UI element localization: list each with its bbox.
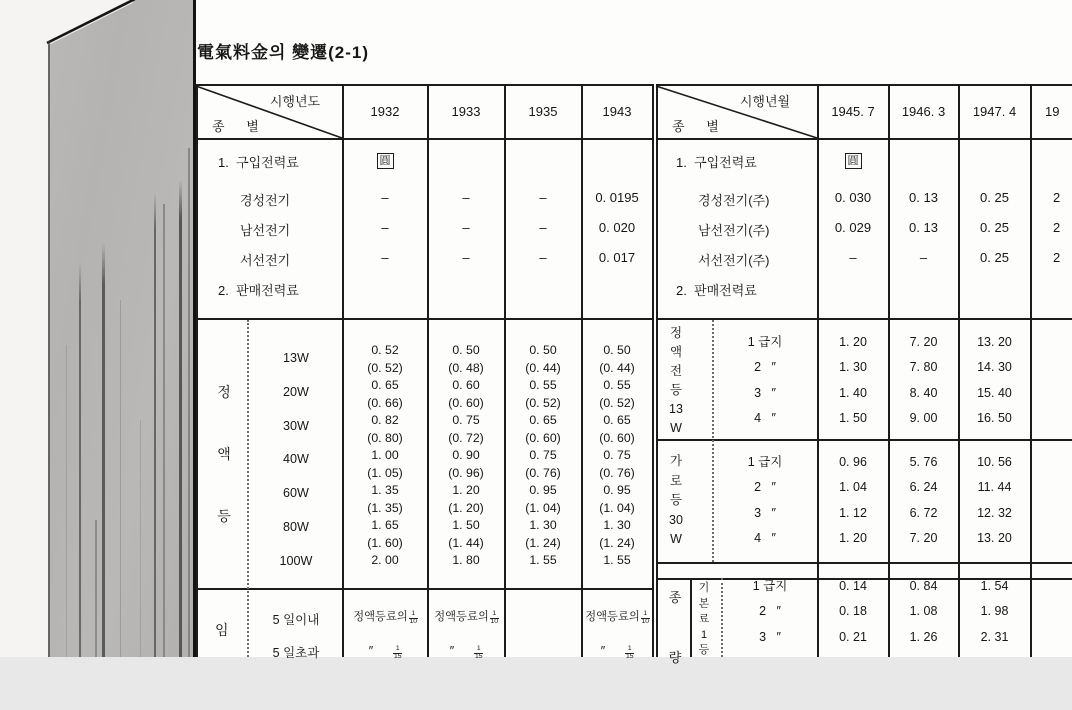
lt-corner-top-label: 시행년도 (269, 94, 321, 109)
rate-value: (1. 24) (599, 535, 635, 550)
rate-value: 1. 26 (909, 629, 938, 644)
rate-value: 2. 31 (980, 629, 1009, 644)
wattage-label: 30W (283, 418, 309, 433)
lt-cell: – (462, 250, 470, 265)
rate-value: (0. 60) (525, 430, 561, 445)
table-line (656, 562, 1072, 564)
rate-value: (1. 20) (448, 500, 484, 515)
lt-year-1932: 1932 (370, 104, 400, 119)
lt-sales-heading: 2. 판매전력료 (218, 283, 299, 298)
rate-value: 1. 65 (371, 518, 399, 532)
rate-value: 0. 90 (452, 448, 480, 462)
fee-text: 정액등료의 (434, 611, 489, 623)
rate-value: 1. 50 (452, 518, 480, 532)
rt-unit-cell (818, 151, 888, 169)
rate-value: 13. 20 (977, 530, 1012, 545)
rate-value: 1. 30 (839, 360, 867, 375)
rt-vlabel-fixed-lamp-13w (662, 324, 690, 438)
fraction-one-fifteenth: $\frac{1}{15}$ (474, 644, 483, 660)
table-line (196, 138, 654, 140)
rate-value: 0. 65 (603, 413, 631, 427)
rt-purchase-heading: 1. 구입전력료 (676, 155, 757, 170)
grade-label: 4 ″ (754, 530, 776, 545)
rt-a-1945 (818, 330, 888, 431)
rate-value: (0. 96) (448, 465, 484, 480)
rate-value: 1. 40 (839, 385, 867, 400)
vlabel-char: 종 (668, 590, 682, 605)
page-streak (163, 204, 165, 657)
rate-value: (1. 60) (367, 535, 403, 550)
vlabel-char: 등 (669, 493, 683, 507)
rate-value: 1. 55 (603, 553, 631, 567)
rate-value: 0. 18 (839, 604, 867, 619)
rt-b-1945 (818, 450, 888, 551)
rate-value: (0. 60) (448, 395, 484, 410)
vlabel-char: W (670, 421, 682, 435)
lt-rates-1935 (505, 342, 581, 570)
page-title: 電氣料金의 變遷(2-1) (197, 43, 370, 62)
fee-text: 정액등료의 (353, 611, 408, 623)
rate-value: (0. 66) (367, 395, 403, 410)
rate-value: 0. 21 (839, 629, 867, 644)
rate-value: 1. 55 (529, 553, 557, 567)
dotted-separator (247, 320, 249, 657)
lt-vertical-label-temp: 임 (215, 622, 229, 638)
rate-value: (1. 04) (599, 500, 635, 515)
lt-cell: 0. 017 (598, 250, 636, 265)
rate-value: 0. 14 (839, 579, 867, 593)
rt-grade-labels-a (718, 330, 812, 431)
rate-value: 0. 50 (452, 343, 480, 357)
rate-value: (0. 52) (367, 360, 403, 375)
rate-value: 1. 35 (371, 483, 399, 497)
rt-grade-labels-b (718, 450, 812, 551)
rt-cell: 0. 13 (909, 220, 938, 235)
page-streak (140, 420, 141, 657)
rate-value: (1. 35) (367, 500, 403, 515)
rate-value: 1. 50 (839, 410, 867, 425)
rt-cell: 0. 25 (980, 220, 1009, 235)
rate-value: 16. 50 (977, 410, 1012, 425)
rate-value: 0. 60 (452, 378, 480, 392)
rt-grade-labels-c (726, 574, 814, 650)
rt-b-1947 (959, 450, 1030, 551)
rate-value: 14. 30 (977, 360, 1012, 375)
rate-value: 5. 76 (909, 455, 938, 469)
lt-ditto-cell-1933 (429, 642, 504, 660)
rate-value: 0. 50 (603, 343, 631, 357)
won-unit-symbol: 圓 (845, 153, 862, 169)
lt-row-gyeongseong: 경성전기 (240, 193, 291, 208)
fraction-one-tenth: $\frac{1}{10}$ (409, 609, 418, 625)
grade-label: 1 급지 (747, 455, 783, 469)
rate-value: (0. 60) (599, 430, 635, 445)
lt-cell: – (539, 190, 547, 205)
page-streak (120, 300, 121, 657)
lt-cell: 0. 020 (598, 220, 636, 235)
rt-corner-top-label: 시행년월 (739, 94, 791, 109)
rate-value: 2. 00 (371, 553, 399, 567)
table-line (196, 588, 654, 590)
rt-a-1947 (959, 330, 1030, 431)
rate-value: (0. 44) (525, 360, 561, 375)
rate-value: (0. 44) (599, 360, 635, 375)
rate-value: 0. 82 (371, 413, 399, 427)
grade-label: 3 ″ (754, 505, 776, 520)
table-line (690, 578, 692, 657)
rt-vlabel-basic-fee (693, 581, 715, 659)
grade-label: 1 급지 (752, 579, 788, 593)
rate-value: 0. 52 (371, 343, 399, 357)
vlabel-char: 등 (698, 644, 710, 657)
lt-cell: – (462, 190, 470, 205)
lt-year-1933: 1933 (451, 104, 481, 119)
table-line (652, 84, 654, 657)
table-line (656, 439, 1072, 441)
rate-value: 0. 55 (603, 378, 631, 392)
fraction-one-tenth: $\frac{1}{10}$ (490, 609, 499, 625)
rt-row-gyeongseong: 경성전기(주) (698, 193, 770, 208)
lt-year-1943: 1943 (602, 104, 632, 119)
rate-value: 0. 95 (529, 483, 557, 497)
wattage-label: 60W (283, 486, 309, 501)
rate-value: (0. 76) (599, 465, 635, 480)
page-streak (95, 520, 97, 657)
rt-vlabel-metered (664, 590, 686, 710)
rate-value: 1. 12 (839, 505, 867, 520)
lt-cell: – (539, 220, 547, 235)
wattage-label: 40W (283, 452, 309, 467)
vlabel-char: 정 (217, 384, 231, 400)
table-line (196, 84, 198, 657)
lt-rates-1943 (582, 342, 652, 570)
vlabel-char: 정 (669, 326, 683, 340)
lt-cell: – (381, 220, 389, 235)
rate-value: 0. 75 (529, 448, 557, 462)
rate-value: 10. 56 (977, 455, 1012, 469)
grade-label: 3 ″ (759, 629, 781, 644)
rt-corner-bottom-label: 종 별 (672, 119, 719, 134)
rate-value: 0. 75 (603, 448, 631, 462)
lt-cell: – (381, 190, 389, 205)
lt-row-over5-label: 5 일초과 (272, 646, 320, 660)
grade-label: 1 급지 (747, 335, 783, 349)
dotted-separator (721, 578, 723, 657)
table-line (656, 84, 658, 657)
page-streak (66, 345, 67, 657)
vlabel-char: 량 (668, 650, 682, 665)
rt-year-1946-3: 1946. 3 (901, 104, 946, 119)
page-streak (188, 148, 190, 657)
grade-label: 3 ″ (754, 385, 776, 400)
lt-row-within5-label: 5 일이내 (272, 613, 320, 627)
rate-value: 11. 44 (977, 480, 1012, 495)
lt-unit-cell (343, 151, 427, 169)
rate-value: 1. 98 (980, 604, 1009, 619)
rt-row-seoseon: 서선전기(주) (698, 253, 770, 268)
page-streak (179, 180, 182, 657)
rate-value: (1. 05) (367, 465, 403, 480)
lt-year-1935: 1935 (528, 104, 558, 119)
grade-label: 2 ″ (759, 604, 781, 619)
rate-value: 7. 20 (909, 530, 938, 545)
rate-value: 0. 75 (452, 413, 480, 427)
wattage-label: 100W (279, 553, 313, 568)
book-page-edge (0, 0, 196, 657)
fee-text: 정액등료의 (585, 611, 640, 623)
lt-cell: – (539, 250, 547, 265)
rate-value: 0. 96 (839, 455, 867, 469)
rate-value: 1. 08 (909, 604, 938, 619)
rate-value: 6. 72 (909, 505, 938, 520)
rt-cell-cut: 2 (1053, 250, 1061, 265)
rt-cell-cut: 2 (1053, 220, 1061, 235)
lt-rates-1932 (343, 342, 427, 570)
won-unit-symbol: 圓 (377, 153, 394, 169)
ditto-mark: ″ (368, 644, 374, 658)
lt-corner-bottom-label: 종 별 (212, 119, 259, 134)
lt-cell: 0. 0195 (595, 190, 639, 205)
vlabel-char: 등 (669, 383, 683, 397)
rate-value: (0. 76) (525, 465, 561, 480)
rt-cell: 0. 25 (980, 190, 1009, 205)
rt-c-1947 (959, 574, 1030, 650)
rt-a-1946 (889, 330, 958, 431)
lt-ditto-cell-1932 (344, 642, 427, 660)
table-line (656, 138, 1072, 140)
rt-cell: – (919, 250, 928, 265)
rate-value: 12. 32 (977, 505, 1012, 520)
rate-value: 13. 20 (977, 335, 1012, 349)
book-edge-left-line (48, 41, 50, 657)
book-edge-slant-line (0, 0, 200, 60)
rate-value: 1. 30 (603, 518, 631, 532)
lt-wattage-labels (250, 342, 342, 579)
grade-label: 4 ″ (754, 410, 776, 425)
rate-value: 9. 00 (909, 410, 938, 425)
table-line (196, 318, 654, 320)
fraction-one-fifteenth: $\frac{1}{15}$ (393, 644, 402, 660)
rt-sales-heading: 2. 판매전력료 (676, 283, 757, 298)
vlabel-char: 액 (669, 345, 683, 359)
grade-label: 2 ″ (754, 360, 776, 375)
rate-value: 1. 20 (839, 335, 867, 349)
page-streak (154, 192, 156, 657)
vlabel-char: 기 (698, 582, 710, 594)
rate-value: 7. 20 (909, 335, 938, 349)
fraction-one-fifteenth: $\frac{1}{15}$ (625, 644, 634, 660)
rt-c-1946 (889, 574, 958, 650)
vlabel-char: 등 (217, 508, 231, 524)
rt-year-1945-7: 1945. 7 (831, 104, 875, 119)
lt-purchase-heading: 1. 구입전력료 (218, 155, 299, 170)
wattage-label: 80W (283, 519, 309, 534)
vlabel-char: W (670, 532, 682, 546)
lt-ditto-cell-1943 (583, 642, 652, 660)
lt-fee-cell-1943 (583, 606, 652, 626)
rt-c-1945 (818, 574, 888, 650)
rt-cell: – (849, 250, 857, 265)
lt-row-namseon: 남선전기 (240, 223, 291, 238)
grade-label: 2 ″ (754, 480, 776, 495)
rate-value: 15. 40 (977, 385, 1012, 400)
ditto-mark: ″ (600, 644, 606, 658)
rt-row-namseon: 남선전기(주) (698, 223, 770, 238)
wattage-label: 13W (283, 351, 309, 365)
lt-rates-1933 (428, 342, 504, 570)
rt-cell-cut: 2 (1053, 190, 1061, 205)
rate-value: 0. 50 (529, 343, 557, 357)
rate-value: 0. 95 (603, 483, 631, 497)
rate-value: 1. 30 (529, 518, 557, 532)
rt-b-1946 (889, 450, 958, 551)
vlabel-char: 13 (669, 402, 683, 416)
rate-value: 0. 84 (909, 579, 938, 593)
fraction-one-tenth: $\frac{1}{10}$ (641, 609, 650, 625)
rate-value: (1. 44) (448, 535, 484, 550)
rt-year-cut: 19 (1045, 104, 1060, 119)
rate-value: (0. 52) (525, 395, 561, 410)
vlabel-char: 전 (669, 364, 683, 378)
rate-value: (0. 52) (599, 395, 635, 410)
table-line (1030, 84, 1032, 657)
rate-value: 0. 65 (371, 378, 399, 392)
rate-value: 1. 04 (839, 480, 867, 495)
lt-row-seoseon: 서선전기 (240, 253, 291, 268)
rate-value: 0. 55 (529, 378, 557, 392)
rate-value: 6. 24 (909, 480, 938, 495)
rate-value: 1. 20 (452, 483, 480, 497)
rate-value: (1. 04) (525, 500, 561, 515)
rate-value: (0. 72) (448, 430, 484, 445)
lt-fee-cell-1933 (429, 606, 504, 626)
table-line (656, 318, 1072, 320)
rate-value: 0. 65 (529, 413, 557, 427)
page-streak (79, 262, 81, 657)
rate-value: 1. 20 (839, 530, 867, 545)
rate-value: 1. 00 (371, 448, 399, 462)
vlabel-char: 1 (700, 628, 708, 641)
rt-cell: 0. 030 (834, 190, 872, 205)
vlabel-char: 가 (669, 454, 683, 468)
dotted-separator (712, 320, 714, 562)
rate-value: 1. 54 (980, 579, 1009, 593)
rt-vlabel-street-lamp-30w (662, 452, 690, 550)
vlabel-char: 30 (669, 512, 683, 527)
rate-value: 7. 80 (909, 360, 938, 375)
vlabel-char: 액 (217, 446, 231, 462)
lt-fee-cell-1932 (344, 606, 427, 626)
rt-cell: 0. 13 (909, 190, 938, 205)
rate-value: (1. 24) (525, 535, 561, 550)
page-streak (102, 243, 105, 657)
rt-year-1947-4: 1947. 4 (972, 104, 1017, 119)
wattage-label: 20W (283, 384, 309, 399)
rate-value: (0. 80) (367, 430, 403, 445)
lt-cell: – (381, 250, 389, 265)
rt-cell: 0. 029 (834, 220, 872, 235)
rate-value: 8. 40 (909, 385, 938, 400)
vlabel-char: 본 (698, 597, 710, 610)
rate-value: 1. 80 (452, 553, 480, 567)
ditto-mark: ″ (449, 644, 455, 658)
vlabel-char: 료 (698, 613, 710, 626)
vlabel-char: 로 (669, 473, 683, 488)
rate-value: (0. 48) (448, 360, 484, 375)
rt-cell: 0. 25 (980, 250, 1009, 265)
lt-cell: – (462, 220, 470, 235)
lt-vertical-label-fixed-lamp (212, 384, 236, 570)
